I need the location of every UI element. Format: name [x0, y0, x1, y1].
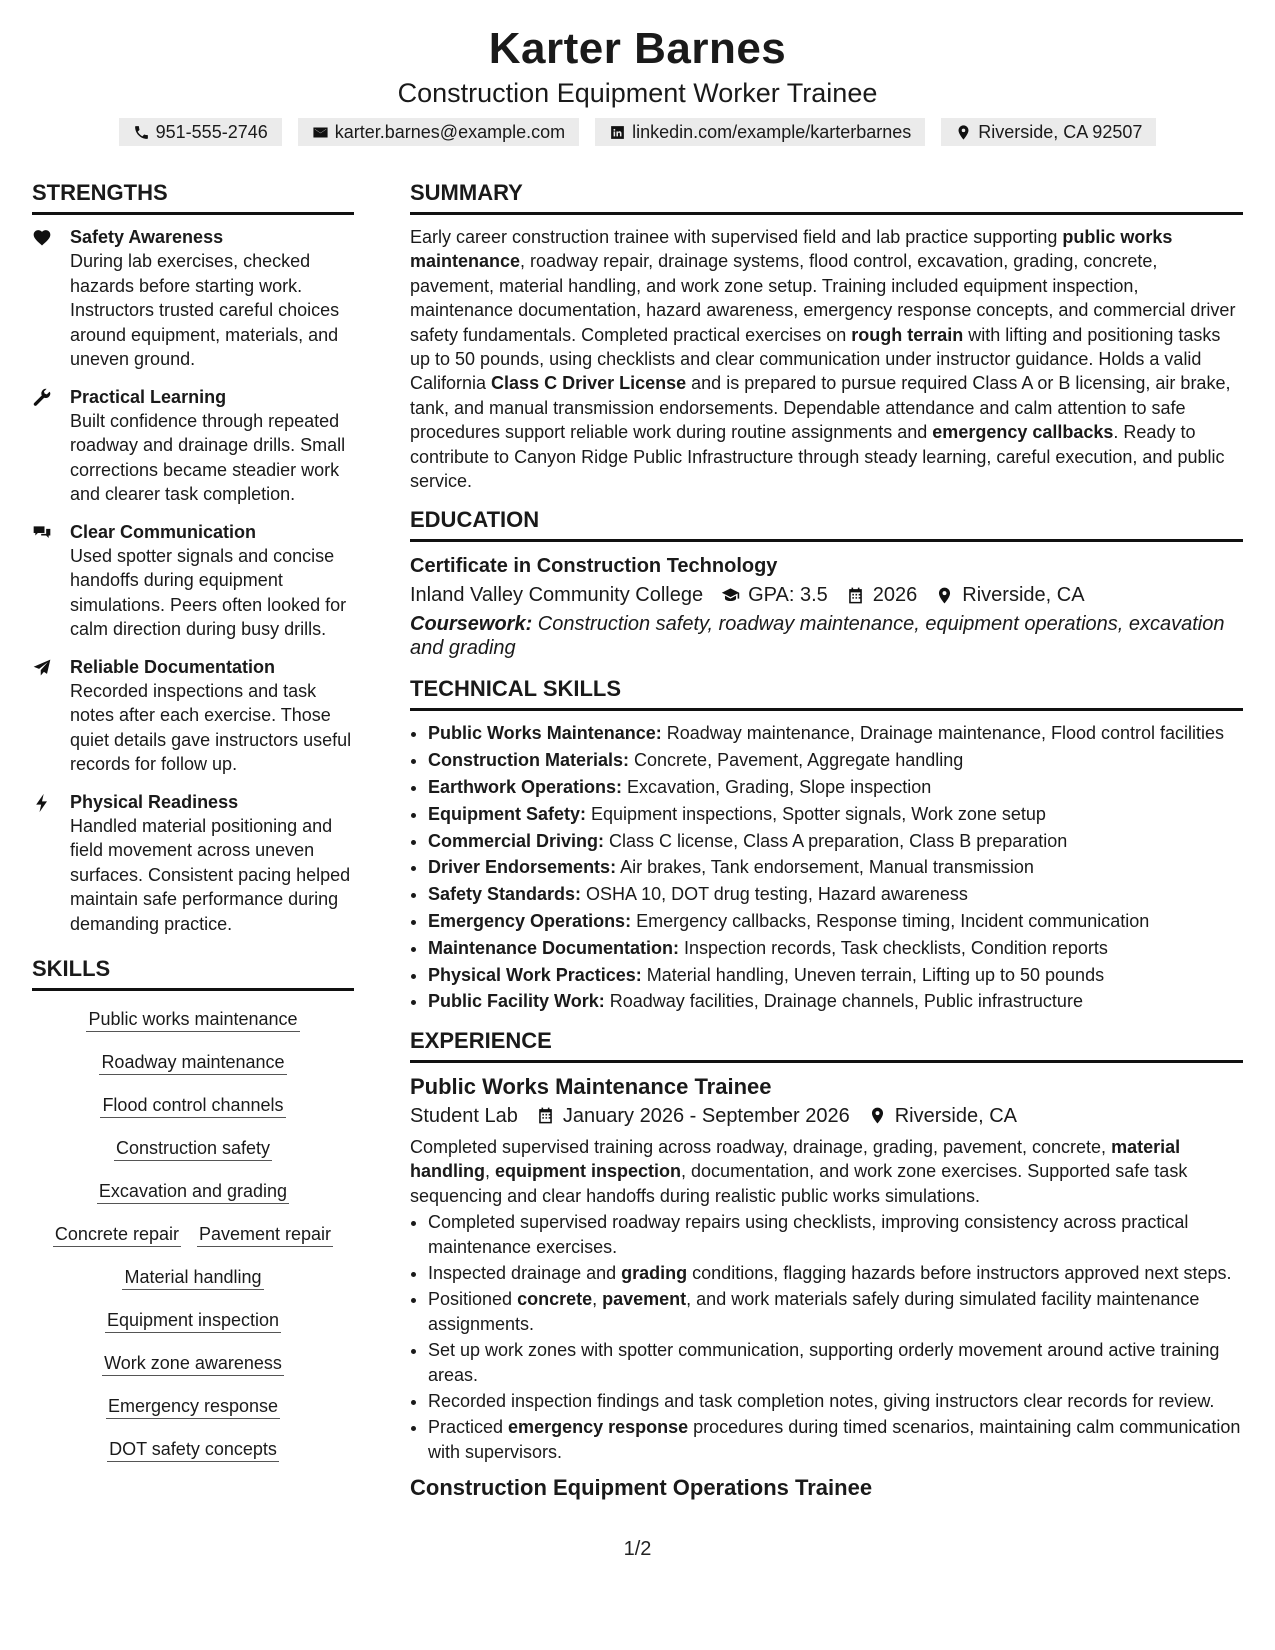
skill-item: Public works maintenance — [86, 1007, 299, 1032]
strengths-list — [32, 225, 354, 936]
job-description — [410, 1135, 1243, 1208]
skills-row — [32, 1007, 354, 1032]
skills-heading: SKILLS — [32, 954, 354, 991]
skill-values: Roadway facilities, Drainage channels, Public infrastructure — [604, 991, 1083, 1012]
skills-row — [32, 1136, 354, 1161]
strength-title: Practical Learning — [70, 386, 227, 407]
job-meta — [410, 1101, 1243, 1131]
technical-skill-item — [428, 721, 1243, 746]
technical-skill-item — [428, 909, 1243, 934]
location-text: Riverside, CA 92507 — [978, 122, 1143, 142]
coursework-text: Construction safety, roadway maintenance, equipment operations, excavation and grading — [410, 613, 1225, 660]
job-dates: January 2026 - September 2026 — [562, 1104, 850, 1127]
wrench-icon — [32, 388, 52, 408]
skill-category: Public Works Maintenance: — [428, 723, 662, 744]
skills-row — [32, 1437, 354, 1462]
skill-item: Emergency response — [106, 1394, 280, 1419]
strength-item — [32, 655, 354, 777]
technical-skill-item — [428, 775, 1243, 800]
skills-row — [32, 1351, 354, 1376]
phone-text: 951-555-2746 — [155, 122, 268, 142]
strength-icon-wrap — [32, 385, 54, 507]
skills-row — [32, 1308, 354, 1333]
strength-body — [70, 520, 354, 642]
skill-category: Equipment Safety: — [428, 803, 587, 824]
strength-item — [32, 225, 354, 372]
contact-email[interactable] — [298, 118, 579, 146]
skill-values: Roadway maintenance, Drainage maintenance, Flood control facilities — [661, 723, 1225, 744]
skill-item: Construction safety — [114, 1136, 272, 1161]
text-run: Set up work zones with spotter communication, supporting orderly movement around active training areas. — [428, 1340, 1220, 1385]
strength-icon-wrap — [32, 655, 54, 777]
technical-skill-item — [428, 748, 1243, 773]
calendar-icon — [846, 586, 865, 605]
skill-item: Flood control channels — [100, 1093, 285, 1118]
bold-text: concrete — [517, 1289, 593, 1310]
summary-text — [410, 225, 1243, 493]
coursework-label: Coursework: — [410, 613, 533, 636]
text-run: , and work materials safely during simulated facility maintenance assignments. — [428, 1289, 1200, 1334]
strength-description: Used spotter signals and concise handoffs during equipment simulations. Peers often looked for calm direction during busy drills. — [70, 545, 347, 639]
skills-row — [32, 1179, 354, 1204]
skill-item: DOT safety concepts — [107, 1437, 279, 1462]
phone-icon — [133, 124, 150, 141]
comments-icon — [32, 523, 52, 543]
technical-skills-list — [410, 721, 1243, 1013]
page-number: 1/2 — [623, 1538, 652, 1560]
text-run: , — [592, 1289, 603, 1310]
text-run: and is prepared to pursue required Class A or B licensing, air brake, tank, and manual transmission endorsements. Dependable attendance and calm attention to safe procedures support reliable work during routine assignments and — [410, 373, 1231, 443]
contact-phone[interactable] — [119, 118, 282, 146]
bold-text: emergency callbacks — [932, 422, 1114, 443]
bold-text: Class C Driver License — [491, 373, 687, 394]
map-pin-icon — [935, 586, 954, 605]
technical-skill-item — [428, 855, 1243, 880]
linkedin-icon — [609, 124, 626, 141]
strength-icon-wrap — [32, 225, 54, 372]
envelope-icon — [312, 124, 329, 141]
text-run: , — [485, 1161, 496, 1182]
linkedin-text: linkedin.com/example/karterbarnes — [632, 122, 912, 142]
skill-category: Driver Endorsements: — [428, 857, 617, 878]
strength-description: Handled material positioning and field movement across uneven surfaces. Consistent pacing helped maintain safe performance during demanding practice. — [70, 815, 351, 934]
text-run: Recorded inspection findings and task completion notes, giving instructors clear records for review. — [428, 1390, 1215, 1411]
strengths-heading: STRENGTHS — [32, 178, 354, 215]
technical-skills-heading: TECHNICAL SKILLS — [410, 674, 1243, 711]
strength-icon-wrap — [32, 790, 54, 937]
technical-skill-item — [428, 963, 1243, 988]
job-title: Construction Equipment Operations Trainee — [410, 1475, 873, 1501]
resume-header — [0, 0, 1275, 146]
strength-body — [70, 655, 354, 777]
candidate-title: Construction Equipment Worker Trainee — [397, 78, 878, 108]
strength-description: During lab exercises, checked hazards before starting work. Instructors trusted careful choices around equipment, materials, and uneven ground. — [70, 251, 340, 369]
strength-item — [32, 790, 354, 937]
job-bullet — [428, 1338, 1243, 1387]
text-run: , documentation, and work zone exercises. Supported safe task sequencing and clear handoffs during realistic public works simulations. — [410, 1161, 1188, 1206]
job-location: Riverside, CA — [894, 1104, 1017, 1127]
skill-item: Roadway maintenance — [99, 1050, 286, 1075]
skill-values: Concrete, Pavement, Aggregate handling — [629, 750, 964, 771]
education-heading: EDUCATION — [410, 505, 1243, 542]
map-pin-icon — [955, 124, 972, 141]
job-bullet — [428, 1261, 1243, 1285]
skill-values: Air brakes, Tank endorsement, Manual transmission — [616, 857, 1034, 878]
skill-values: Inspection records, Task checklists, Condition reports — [679, 937, 1108, 958]
bold-text: pavement — [602, 1289, 687, 1310]
map-pin-icon — [868, 1106, 887, 1125]
strength-title: Clear Communication — [70, 521, 257, 542]
skill-category: Commercial Driving: — [428, 830, 605, 851]
strength-description: Recorded inspections and task notes after each exercise. Those quiet details gave instructors useful records for follow up. — [70, 680, 352, 774]
skill-item: Excavation and grading — [97, 1179, 289, 1204]
job-bullets — [410, 1210, 1243, 1464]
graduation-year: 2026 — [872, 584, 918, 607]
experience-heading: EXPERIENCE — [410, 1026, 1243, 1063]
skill-category: Emergency Operations: — [428, 910, 632, 931]
strength-item — [32, 385, 354, 507]
graduation-cap-icon — [721, 586, 740, 605]
job-bullet — [428, 1210, 1243, 1259]
strength-title: Safety Awareness — [70, 227, 224, 247]
heart-icon — [32, 228, 52, 248]
text-run: Early career construction trainee with supervised field and lab practice supporting — [410, 227, 1063, 247]
bold-text: rough terrain — [851, 324, 964, 345]
skill-item: Concrete repair — [53, 1222, 181, 1247]
skill-values: Material handling, Uneven terrain, Lifting up to 50 pounds — [641, 964, 1105, 985]
skills-row — [32, 1093, 354, 1118]
strength-body — [70, 385, 354, 507]
text-run: Completed supervised training across roadway, drainage, grading, pavement, concrete, — [410, 1136, 1112, 1157]
skill-item: Equipment inspection — [105, 1308, 281, 1333]
skills-row — [32, 1394, 354, 1419]
technical-skill-item — [428, 936, 1243, 961]
summary-heading: SUMMARY — [410, 178, 1243, 215]
skill-values: OSHA 10, DOT drug testing, Hazard awareness — [581, 884, 968, 905]
text-run: with lifting and positioning tasks up to 50 pounds, using checklists and clear communication under instructor guidance. Holds a valid California — [410, 324, 1221, 394]
technical-skill-item — [428, 829, 1243, 854]
email-text: karter.barnes@example.com — [334, 122, 566, 142]
strength-item — [32, 520, 354, 642]
text-run: Inspected drainage and — [428, 1262, 622, 1283]
bold-text: material handling — [410, 1136, 1181, 1182]
job-bullet — [428, 1389, 1243, 1413]
candidate-name: Karter Barnes — [488, 24, 787, 73]
skill-item: Material handling — [122, 1265, 263, 1290]
job-bullet — [428, 1415, 1243, 1464]
bold-text: public works maintenance — [410, 227, 1173, 272]
skills-list — [32, 1007, 354, 1462]
skill-item: Work zone awareness — [102, 1351, 284, 1376]
strength-description: Built confidence through repeated roadway and drainage drills. Small corrections became steadier work and clearer task completion. — [70, 410, 346, 504]
gpa: GPA: 3.5 — [748, 584, 828, 607]
degree-title: Certificate in Construction Technology — [410, 555, 778, 578]
skill-category: Public Facility Work: — [428, 991, 605, 1012]
text-run: Practiced — [428, 1417, 509, 1438]
job-org: Student Lab — [410, 1104, 518, 1127]
job-title: Public Works Maintenance Trainee — [410, 1073, 772, 1099]
skills-row — [32, 1265, 354, 1290]
skill-category: Construction Materials: — [428, 750, 630, 771]
coursework — [410, 612, 1243, 660]
skills-row — [32, 1050, 354, 1075]
bolt-icon — [32, 793, 52, 813]
education-meta — [410, 580, 1243, 610]
school-name: Inland Valley Community College — [410, 584, 704, 607]
strength-body — [70, 225, 354, 372]
paper-plane-icon — [32, 658, 52, 678]
text-run: Positioned — [428, 1289, 518, 1310]
strength-title: Physical Readiness — [70, 791, 239, 812]
technical-skill-item — [428, 989, 1243, 1014]
bold-text: grading — [621, 1262, 688, 1283]
strength-title: Reliable Documentation — [70, 656, 276, 677]
text-run: , roadway repair, drainage systems, flood control, excavation, grading, concrete, pavement, material handling, and work zone setup. Training included equipment inspection, maintenance documentation, hazard awareness, emergency response concepts, and commercial driver safety fundamentals. Completed practical exercises on — [410, 251, 1236, 345]
technical-skill-item — [428, 882, 1243, 907]
skill-category: Maintenance Documentation: — [428, 937, 680, 958]
skill-values: Equipment inspections, Spotter signals, Work zone setup — [586, 803, 1046, 824]
right-column — [410, 178, 1243, 1502]
skill-category: Physical Work Practices: — [428, 964, 642, 985]
text-run: conditions, flagging hazards before instructors approved next steps. — [687, 1262, 1232, 1283]
skill-item: Pavement repair — [197, 1222, 333, 1247]
strength-icon-wrap — [32, 520, 54, 642]
strength-body — [70, 790, 354, 937]
skills-row — [32, 1222, 354, 1247]
text-run: . Ready to contribute to Canyon Ridge Public Infrastructure through steady learning, careful execution, and public service. — [410, 422, 1225, 492]
skill-category: Safety Standards: — [428, 884, 582, 905]
contact-row — [0, 118, 1275, 146]
bold-text: emergency response — [508, 1417, 689, 1438]
skill-values: Emergency callbacks, Response timing, Incident communication — [631, 910, 1150, 931]
job-bullet — [428, 1287, 1243, 1336]
skill-values: Class C license, Class A preparation, Class B preparation — [604, 830, 1068, 851]
text-run: procedures during timed scenarios, maintaining calm communication with supervisors. — [428, 1417, 1241, 1462]
skill-category: Earthwork Operations: — [428, 777, 623, 798]
skill-values: Excavation, Grading, Slope inspection — [622, 777, 932, 798]
calendar-icon — [536, 1106, 555, 1125]
text-run: Completed supervised roadway repairs using checklists, improving consistency across practical maintenance exercises. — [428, 1212, 1189, 1257]
bold-text: equipment inspection — [495, 1161, 682, 1182]
left-column — [32, 178, 354, 1462]
school-location: Riverside, CA — [962, 584, 1085, 607]
contact-linkedin[interactable] — [595, 118, 925, 146]
technical-skill-item — [428, 802, 1243, 827]
contact-location — [941, 118, 1156, 146]
